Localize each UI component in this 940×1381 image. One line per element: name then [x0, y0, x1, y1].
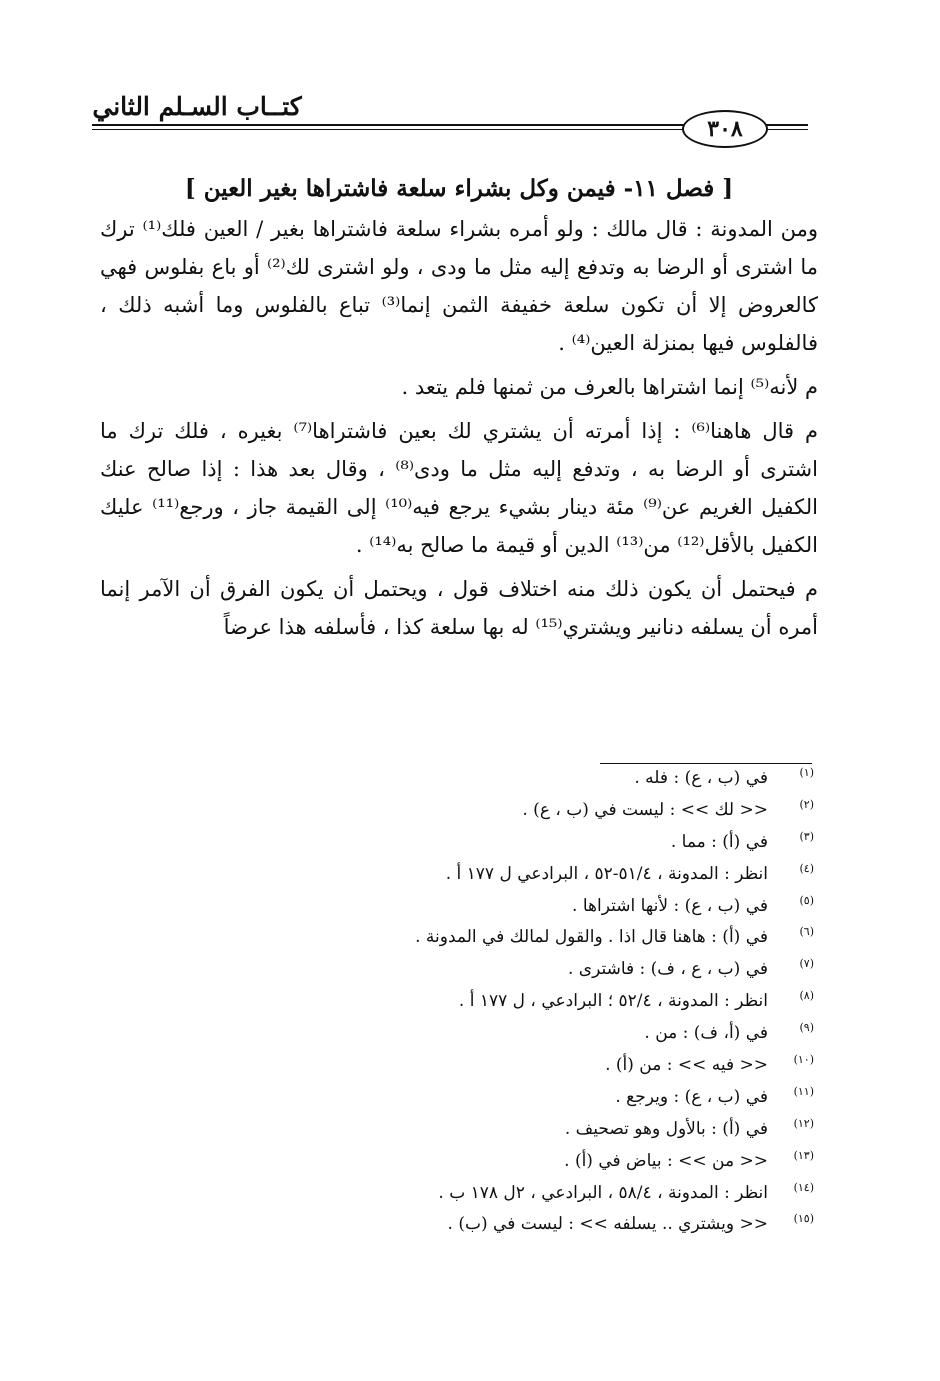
footnote-number: (٢) [799, 797, 814, 811]
footnote-number: (١١) [793, 1084, 814, 1098]
footnote-number: (٩) [799, 1021, 814, 1035]
paragraph-1: ومن المدونة : قال مالك : ولو أمره بشراء سلعة فاشتراها بغير / العين فلك⁽¹⁾ ترك ما اشترى أو الرضا به وتدفع إليه مثل ما ودى ، ولو اشترى لك⁽²⁾ أو باع بفلوس فهي كالعروض إلا أن تكون سلعة خفيفة الثمن إنما⁽³⁾ تباع بالفلوس وما أشبه ذلك ، فالفلوس فيها بمنزلة العين⁽⁴⁾ . [100, 217, 818, 355]
footnote-text: في (ب ، ع) : فله . [634, 768, 768, 788]
footnote [300, 1055, 814, 1087]
footnote-number: (٣) [799, 829, 814, 843]
footnote-number: (٥) [799, 893, 814, 907]
footnote-text: في (ب ، ع ، ف) : فاشترى . [567, 959, 768, 980]
footnote-number: (١٣) [793, 1148, 814, 1162]
footnote-number: (٦) [799, 925, 814, 939]
footnote [300, 991, 814, 1023]
footnote-text: في (ب ، ع) : ويرجع . [615, 1086, 768, 1107]
footnote-text: في (أ، ف) : من . [644, 1023, 768, 1044]
paragraph-2: م لأنه⁽⁵⁾ إنما اشتراها بالعرف من ثمنها فلم يتعد . [401, 375, 818, 399]
footnote-number: (٧) [799, 957, 814, 971]
footnote-text: في (أ) : هاهنا قال اذا . والقول لمالك في المدونة . [415, 927, 768, 948]
page-number: ٣٠٨ [682, 110, 768, 148]
body-text [100, 172, 818, 652]
section-title: [ فصل ١١- فيمن وكل بشراء سلعة فاشتراها بغير العين ] [184, 175, 734, 202]
footnote-text: انظر : المدونة ، ٥١/٤-٥٢ ، البرادعي ل ١٧٧ أ . [445, 863, 768, 884]
footnote [300, 829, 814, 864]
footnote [300, 1214, 814, 1246]
footnote-text: << ويشتري .. يسلفه >> : ليست في (ب) . [447, 1214, 768, 1235]
paragraph-3: م قال هاهنا⁽⁶⁾ : إذا أمرته أن يشتري لك بعين فاشتراها⁽⁷⁾ بغيره ، فلك ترك ما اشترى أو الرضا به ، وتدفع إليه مثل ما ودى⁽⁸⁾ ، وقال بعد هذا : إذا صالح عنك الكفيل الغريم عن⁽⁹⁾ مئة دينار بشيء يرجع فيه⁽¹⁰⁾ إلى القيمة جاز ، ورجع⁽¹¹⁾ عليك الكفيل بالأقل⁽¹²⁾ من⁽¹³⁾ الدين أو قيمة ما صالح به⁽¹⁴⁾ . [100, 419, 818, 557]
footnote-text: انظر : المدونة ، ٥٨/٤ ، البرادعي ، ٢ل ١٧٨ ب . [438, 1182, 768, 1203]
footnote-number: (١٢) [793, 1116, 814, 1130]
footnote [300, 1084, 814, 1119]
footnote-number: (١٠) [793, 1053, 814, 1067]
footnote [300, 768, 814, 800]
running-title: كتــاب السـلم الثاني [92, 92, 302, 121]
footnote-text: في (أ) : بالأول وهو تصحيف . [564, 1118, 768, 1139]
footnote-number: (١) [799, 766, 814, 779]
footnotes [300, 768, 814, 1246]
footnote-text: في (ب ، ع) : لأنها اشتراها . [572, 895, 768, 916]
footnote-number: (٤) [799, 861, 814, 875]
footnote-text: في (أ) : مما . [670, 831, 768, 852]
footnote [300, 1116, 814, 1151]
footnote-number: (١٥) [793, 1212, 814, 1226]
footnote-number: (٨) [799, 989, 814, 1003]
footnote-text: << من >> : بياض في (أ) . [564, 1150, 768, 1171]
footnote-number: (١٤) [793, 1180, 814, 1194]
footnote [300, 927, 814, 959]
footnote-rule [600, 763, 812, 764]
paragraph-4: م فيحتمل أن يكون ذلك منه اختلاف قول ، ويحتمل أن يكون الفرق أن الآمر إنما أمره أن يسلفه دنانير ويشتري⁽¹⁵⁾ له بها سلعة كذا ، فأسلفه هذا عرضاً [100, 577, 818, 639]
footnote [300, 797, 814, 832]
footnote [300, 861, 814, 896]
footnote [300, 1148, 814, 1183]
footnote-text: << لك >> : ليست في (ب ، ع) . [522, 799, 768, 820]
footnote-text: انظر : المدونة ، ٥٢/٤ ؛ البرادعي ، ل ١٧٧ أ . [458, 991, 768, 1012]
footnote [300, 1023, 814, 1055]
footnote-text: << فيه >> : من (أ) . [605, 1055, 768, 1076]
footnote [300, 893, 814, 928]
footnote [300, 959, 814, 991]
footnote [300, 1180, 814, 1215]
